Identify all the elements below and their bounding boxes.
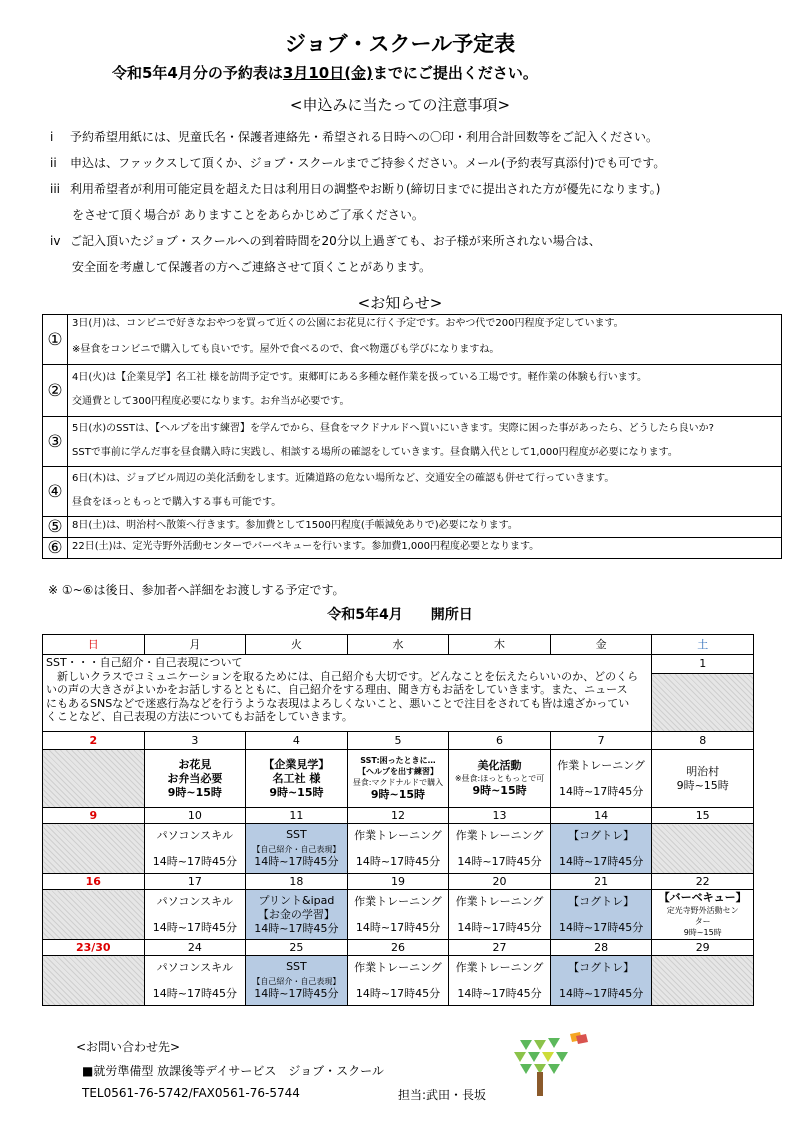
calendar bbox=[42, 634, 754, 1006]
date-cell: 29 bbox=[652, 940, 754, 956]
event-cell: SST 【自己紹介・自己表現】 14時~17時45分 bbox=[246, 824, 348, 874]
date-cell: 27 bbox=[449, 940, 551, 956]
date-cell: 6 bbox=[449, 732, 551, 750]
date-cell: 9 bbox=[43, 808, 145, 824]
deadline-date: 3月10日(金) bbox=[282, 64, 373, 82]
event-cell: 作業トレーニング 14時~17時45分 bbox=[347, 956, 449, 1006]
info-text: 4日(火)は【企業見学】名工社 様を訪問予定です。東郷町にある多種な軽作業を扱っている工場です。軽作業の体験も行います。 交通費として300円程度必要になります。お弁当が必要です。 bbox=[68, 365, 782, 417]
event-cell: 【バーベキュー】 定光寺野外活動セン ター 9時~15時 bbox=[652, 890, 754, 940]
date-cell: 7 bbox=[550, 732, 652, 750]
tree-icon bbox=[510, 1032, 590, 1102]
organization-name: ■就労準備型 放課後等デイサービス ジョブ・スクール bbox=[82, 1064, 384, 1078]
event-cell: 作業トレーニング 14時~17時45分 bbox=[550, 750, 652, 808]
date-cell: 15 bbox=[652, 808, 754, 824]
date-cell: 20 bbox=[449, 874, 551, 890]
event-cell: 作業トレーニング 14時~17時45分 bbox=[449, 890, 551, 940]
event-cell: パソコンスキル 14時~17時45分 bbox=[144, 890, 246, 940]
date-cell: 23/30 bbox=[43, 940, 145, 956]
date-cell: 2 bbox=[43, 732, 145, 750]
closed-cell bbox=[652, 956, 754, 1006]
staff-contact: 担当:武田・長坂 bbox=[398, 1088, 487, 1102]
event-cell: 【コグトレ】 14時~17時45分 bbox=[550, 956, 652, 1006]
notice-heading: <申込みに当たっての注意事項> bbox=[289, 96, 511, 114]
event-cell: パソコンスキル 14時~17時45分 bbox=[144, 956, 246, 1006]
weekday-tue: 火 bbox=[246, 635, 348, 655]
closed-cell bbox=[43, 824, 145, 874]
notice-item: iv ご記入頂いたジョブ・スクールへの到着時間を20分以上過ぎても、お子様が来所されない場合は、 bbox=[50, 234, 601, 248]
event-cell: 美化活動 ※昼食:ほっともっとで可 9時~15時 bbox=[449, 750, 551, 808]
notice-item: ii 申込は、ファックスして頂くか、ジョブ・スクールまでご持参ください。メール(予約表写真添付)でも可です。 bbox=[50, 156, 666, 170]
closed-cell bbox=[43, 750, 145, 808]
weekday-sun: 日 bbox=[43, 635, 145, 655]
info-footnote: ※ ①~⑥は後日、参加者へ詳細をお渡しする予定です。 bbox=[48, 583, 345, 597]
info-number: ① bbox=[43, 315, 68, 365]
date-cell: 3 bbox=[144, 732, 246, 750]
event-cell: 【コグトレ】 14時~17時45分 bbox=[550, 890, 652, 940]
closed-cell bbox=[43, 956, 145, 1006]
info-text: 3日(月)は、コンビニで好きなおやつを買って近くの公園にお花見に行く予定です。おやつ代で200円程度予定しています。 ※昼食をコンビニで購入しても良いです。屋外で食べるので、食べ物選びも学びになりますね。 bbox=[68, 315, 782, 365]
info-table bbox=[42, 314, 782, 559]
info-text: 22日(土)は、定光寺野外活動センターでバーベキューを行います。参加費1,000円程度必要となります。 bbox=[68, 538, 782, 559]
date-cell: 21 bbox=[550, 874, 652, 890]
date-cell: 5 bbox=[347, 732, 449, 750]
event-cell: SST:困ったときに… 【ヘルプを出す練習】 昼食:マクドナルドで購入 9時~15時 bbox=[347, 750, 449, 808]
event-cell: 作業トレーニング 14時~17時45分 bbox=[347, 824, 449, 874]
deadline-pre: 令和5年4月分の予約表は bbox=[112, 64, 283, 82]
info-number: ④ bbox=[43, 467, 68, 517]
notice-item: 安全面を考慮して保護者の方へご連絡させて頂くことがあります。 bbox=[72, 260, 432, 274]
notice-item: をさせて頂く場合が ありますことをあらかじめご了承ください。 bbox=[72, 208, 424, 222]
calendar-title: 令和5年4月 開所日 bbox=[327, 607, 473, 623]
date-cell: 28 bbox=[550, 940, 652, 956]
date-cell: 16 bbox=[43, 874, 145, 890]
event-cell: プリント&ipad 【お金の学習】 14時~17時45分 bbox=[246, 890, 348, 940]
info-number: ⑤ bbox=[43, 517, 68, 538]
weekday-mon: 月 bbox=[144, 635, 246, 655]
weekday-fri: 金 bbox=[550, 635, 652, 655]
deadline-notice bbox=[112, 62, 538, 83]
info-number: ⑥ bbox=[43, 538, 68, 559]
info-heading: <お知らせ> bbox=[357, 294, 443, 312]
date-cell: 12 bbox=[347, 808, 449, 824]
phone-fax: TEL0561-76-5742/FAX0561-76-5744 bbox=[82, 1086, 300, 1100]
closed-cell bbox=[652, 824, 754, 874]
info-text: 6日(木)は、ジョブビル周辺の美化活動をします。近隣道路の危ない場所など、交通安全の確認も併せて行っていきます。 昼食をほっともっとで購入する事も可能です。 bbox=[68, 467, 782, 517]
page-title: ジョブ・スクール予定表 bbox=[284, 32, 516, 56]
date-cell: 11 bbox=[246, 808, 348, 824]
event-cell: 作業トレーニング 14時~17時45分 bbox=[347, 890, 449, 940]
event-cell: SST 【自己紹介・自己表現】 14時~17時45分 bbox=[246, 956, 348, 1006]
date-cell: 14 bbox=[550, 808, 652, 824]
date-cell: 26 bbox=[347, 940, 449, 956]
date-cell: 19 bbox=[347, 874, 449, 890]
date-cell: 8 bbox=[652, 732, 754, 750]
date-cell: 13 bbox=[449, 808, 551, 824]
date-cell: 1 bbox=[652, 655, 754, 674]
info-number: ② bbox=[43, 365, 68, 417]
weekday-wed: 水 bbox=[347, 635, 449, 655]
event-cell: 明治村 9時~15時 bbox=[652, 750, 754, 808]
date-cell: 17 bbox=[144, 874, 246, 890]
notice-item: i 予約希望用紙には、児童氏名・保護者連絡先・希望される日時への〇印・利用合計回数等をご記入ください。 bbox=[50, 130, 659, 144]
notice-item: iii 利用希望者が利用可能定員を超えた日は利用日の調整やお断り(締切日までに提出された方が優先になります。) bbox=[50, 182, 661, 196]
contact-heading: <お問い合わせ先> bbox=[76, 1040, 181, 1054]
event-cell: 作業トレーニング 14時~17時45分 bbox=[449, 824, 551, 874]
sst-description: SST・・・自己紹介・自己表現について 新しいクラスでコミュニケーションを取るためには、自己紹介も大切です。どんなことを伝えたらいいのか、どのくら いの声の大きさがよいかをお話しするとともに、自己紹介をする理由、聞き方もお話をしていきます。また、ニュース にもあるSNSなどで迷惑行為などを行うような表現はよろしくないこと、悪いことで注目をされても皆は遠ざかってい くことなど、自己表現の方法についてもお話をしていきます。 bbox=[43, 655, 652, 732]
closed-cell bbox=[43, 890, 145, 940]
weekday-sat: 土 bbox=[652, 635, 754, 655]
event-cell: 【コグトレ】 14時~17時45分 bbox=[550, 824, 652, 874]
date-cell: 10 bbox=[144, 808, 246, 824]
deadline-post: までにご提出ください。 bbox=[372, 64, 538, 82]
date-cell: 4 bbox=[246, 732, 348, 750]
info-text: 5日(水)のSSTは、【ヘルプを出す練習】を学んでから、昼食をマクドナルドへ買いにいきます。実際に困った事があったら、どうしたら良いか? SSTで事前に学んだ事を昼食購入時に実践し、相談する場所の確認をしていきます。昼食購入代として1,000円程度が必要になります。 bbox=[68, 417, 782, 467]
info-number: ③ bbox=[43, 417, 68, 467]
event-cell: パソコンスキル 14時~17時45分 bbox=[144, 824, 246, 874]
date-cell: 24 bbox=[144, 940, 246, 956]
event-cell: 【企業見学】 名工社 様 9時~15時 bbox=[246, 750, 348, 808]
info-text: 8日(土)は、明治村へ散策へ行きます。参加費として1500円程度(手帳減免ありで)必要になります。 bbox=[68, 517, 782, 538]
weekday-thu: 木 bbox=[449, 635, 551, 655]
event-cell: お花見 お弁当必要 9時~15時 bbox=[144, 750, 246, 808]
closed-cell bbox=[652, 674, 754, 732]
date-cell: 25 bbox=[246, 940, 348, 956]
event-cell: 作業トレーニング 14時~17時45分 bbox=[449, 956, 551, 1006]
date-cell: 18 bbox=[246, 874, 348, 890]
date-cell: 22 bbox=[652, 874, 754, 890]
